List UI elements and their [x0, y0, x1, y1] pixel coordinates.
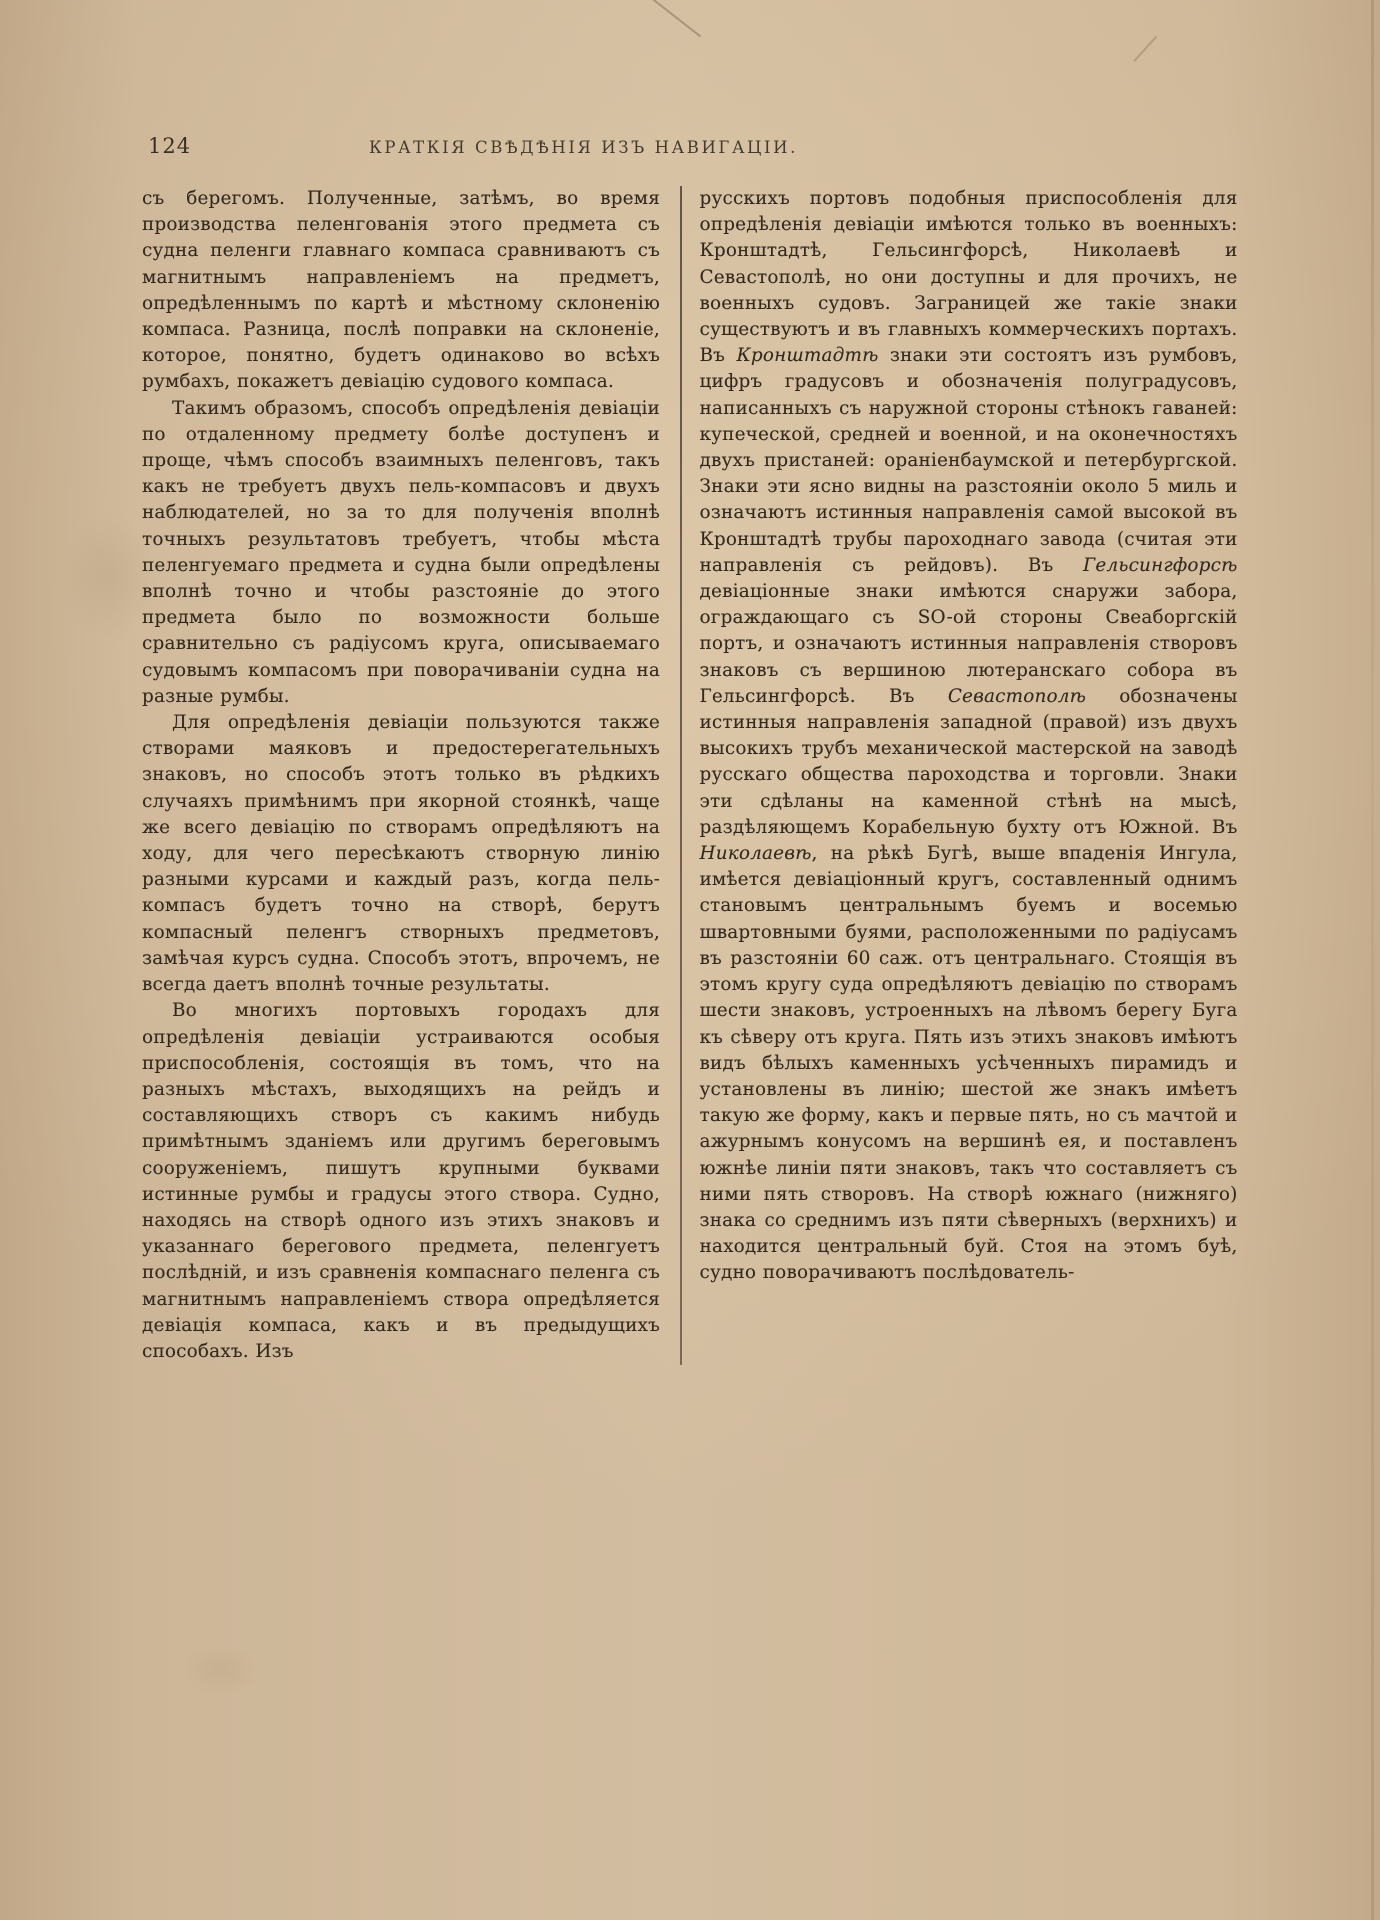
page-number: 124	[148, 134, 192, 158]
paragraph-continuation: съ берегомъ. Полученные, затѣмъ, во время производства пеленгованія этого предмета съ судна пеленги главнаго компаса сравниваютъ съ магнитнымъ направленіемъ на предметъ, опредѣленнымъ по картѣ и мѣстному склоненію компаса. Разница, послѣ поправки на склоненіе, которое, понятно, будетъ одинаково во всѣхъ румбахъ, покажетъ девіацію судового компаса.	[142, 188, 660, 393]
page-edge-crease	[1371, 0, 1374, 1920]
paragraph: Во многихъ портовыхъ городахъ для опредѣленія девіаціи устраиваются особыя приспособленія, состоящія въ томъ, что на разныхъ мѣстахъ, выходящихъ на рейдъ и составляющихъ створъ съ какимъ нибудь примѣтнымъ зданіемъ или другимъ береговымъ сооруженіемъ, пишутъ крупными буквами истинные румбы и градусы этого створа. Судно, находясь на створѣ одного изъ этихъ знаковъ и указаннаго берегового предмета, пеленгуетъ послѣдній, и изъ сравненія компаснаго пеленга съ магнитнымъ направленіемъ створа опредѣляется девіація компаса, какъ и въ предыдущихъ способахъ. Изъ	[142, 1000, 660, 1362]
running-head	[142, 130, 1235, 162]
scan-scratch-icon	[1133, 36, 1157, 62]
right-column	[700, 186, 1238, 1365]
column-divider-rule	[680, 186, 682, 1365]
running-title: КРАТКІЯ СВѢДѢНІЯ ИЗЪ НАВИГАЦІИ.	[369, 138, 798, 157]
paragraph: Такимъ образомъ, способъ опредѣленія девіаціи по отдаленному предмету болѣе доступенъ и проще, чѣмъ способъ взаимныхъ пеленговъ, такъ какъ не требуетъ двухъ пель-компасовъ и двухъ наблюдателей, но за то для полученія вполнѣ точныхъ результатовъ требуетъ, чтобы мѣста пеленгуемаго предмета и судна были опредѣлены вполнѣ точно и чтобы разстояніе до этого предмета было по возможности больше сравнительно съ радіусомъ круга, описываемаго судовымъ компасомъ при поворачиваніи судна на разные румбы.	[142, 397, 660, 707]
scan-scratch-icon	[645, 0, 701, 37]
paragraph-continuation: русскихъ портовъ подобныя приспособленія для опредѣленія девіаціи имѣются только въ военныхъ: Кронштадтѣ, Гельсингфорсѣ, Николаевѣ и Севастополѣ, но они доступны и для прочихъ, не военныхъ судовъ. Заграницей же такіе знаки существуютъ и въ главныхъ коммерческихъ портахъ. Въ Кронштадтѣ знаки эти состоятъ изъ румбовъ, цифръ градусовъ и обозначенія полуградусовъ, написанныхъ съ наружной стороны стѣнокъ гаваней: купеческой, средней и военной, и на оконечностяхъ двухъ пристаней: ораніенбаумской и петербургской. Знаки эти ясно видны на разстояніи около 5 миль и означаютъ истинныя направленія самой высокой въ Кронштадтѣ трубы пароходнаго завода (считая эти направленія съ рейдовъ). Въ Гельсингфорсѣ девіаціонные знаки имѣются снаружи забора, ограждающаго съ SO-ой стороны Свеаборгскій портъ, и означаютъ истинныя направленія створовъ знаковъ съ вершиною лютеранскаго собора въ Гельсингфорсѣ. Въ Севастополѣ обозначены истинныя направленія западной (правой) изъ двухъ высокихъ трубъ механической мастерской на заводѣ русскаго общества пароходства и торговли. Знаки эти сдѣланы на каменной стѣнѣ на мысѣ, раздѣляющемъ Корабельную бухту отъ Южной. Въ Николаевѣ, на рѣкѣ Бугѣ, выше впаденія Ингула, имѣется девіаціонный кругъ, составленный однимъ становымъ центральнымъ буемъ и восемью швартовными буями, расположенными по радіусамъ въ разстояніи 60 саж. отъ центральнаго. Стоящія въ этомъ кругу суда опредѣляютъ девіацію по створамъ шести знаковъ, устроенныхъ на лѣвомъ берегу Буга къ сѣверу отъ круга. Пять изъ этихъ знаковъ имѣютъ видъ бѣлыхъ каменныхъ усѣченныхъ пирамидъ и установлены въ линію; шестой же знакъ имѣетъ такую же форму, какъ и первые пять, но съ мачтой и ажурнымъ конусомъ на вершинѣ ея, и поставленъ южнѣе линіи пяти знаковъ, такъ что составляетъ съ ними пять створовъ. На створѣ южнаго (нижняго) знака со среднимъ изъ пяти сѣверныхъ (верхнихъ) и находится центральный буй. Стоя на этомъ буѣ, судно поворачиваютъ послѣдователь-	[699, 188, 1238, 1284]
left-column	[142, 186, 660, 1365]
text-block	[142, 186, 1238, 1365]
paragraph: Для опредѣленія девіаціи пользуются также створами маяковъ и предостерегательныхъ знаковъ, но способъ этотъ только въ рѣдкихъ случаяхъ примѣнимъ при якорной стоянкѣ, чаще же всего девіацію по створамъ опредѣляютъ на ходу, для чего пересѣкаютъ створную линію разными курсами и каждый разъ, когда пель-компасъ будетъ точно на створѣ, берутъ компасный пеленгъ створныхъ предметовъ, замѣчая курсъ судна. Способъ этотъ, впрочемъ, не всегда даетъ вполнѣ точные результаты.	[142, 712, 660, 996]
